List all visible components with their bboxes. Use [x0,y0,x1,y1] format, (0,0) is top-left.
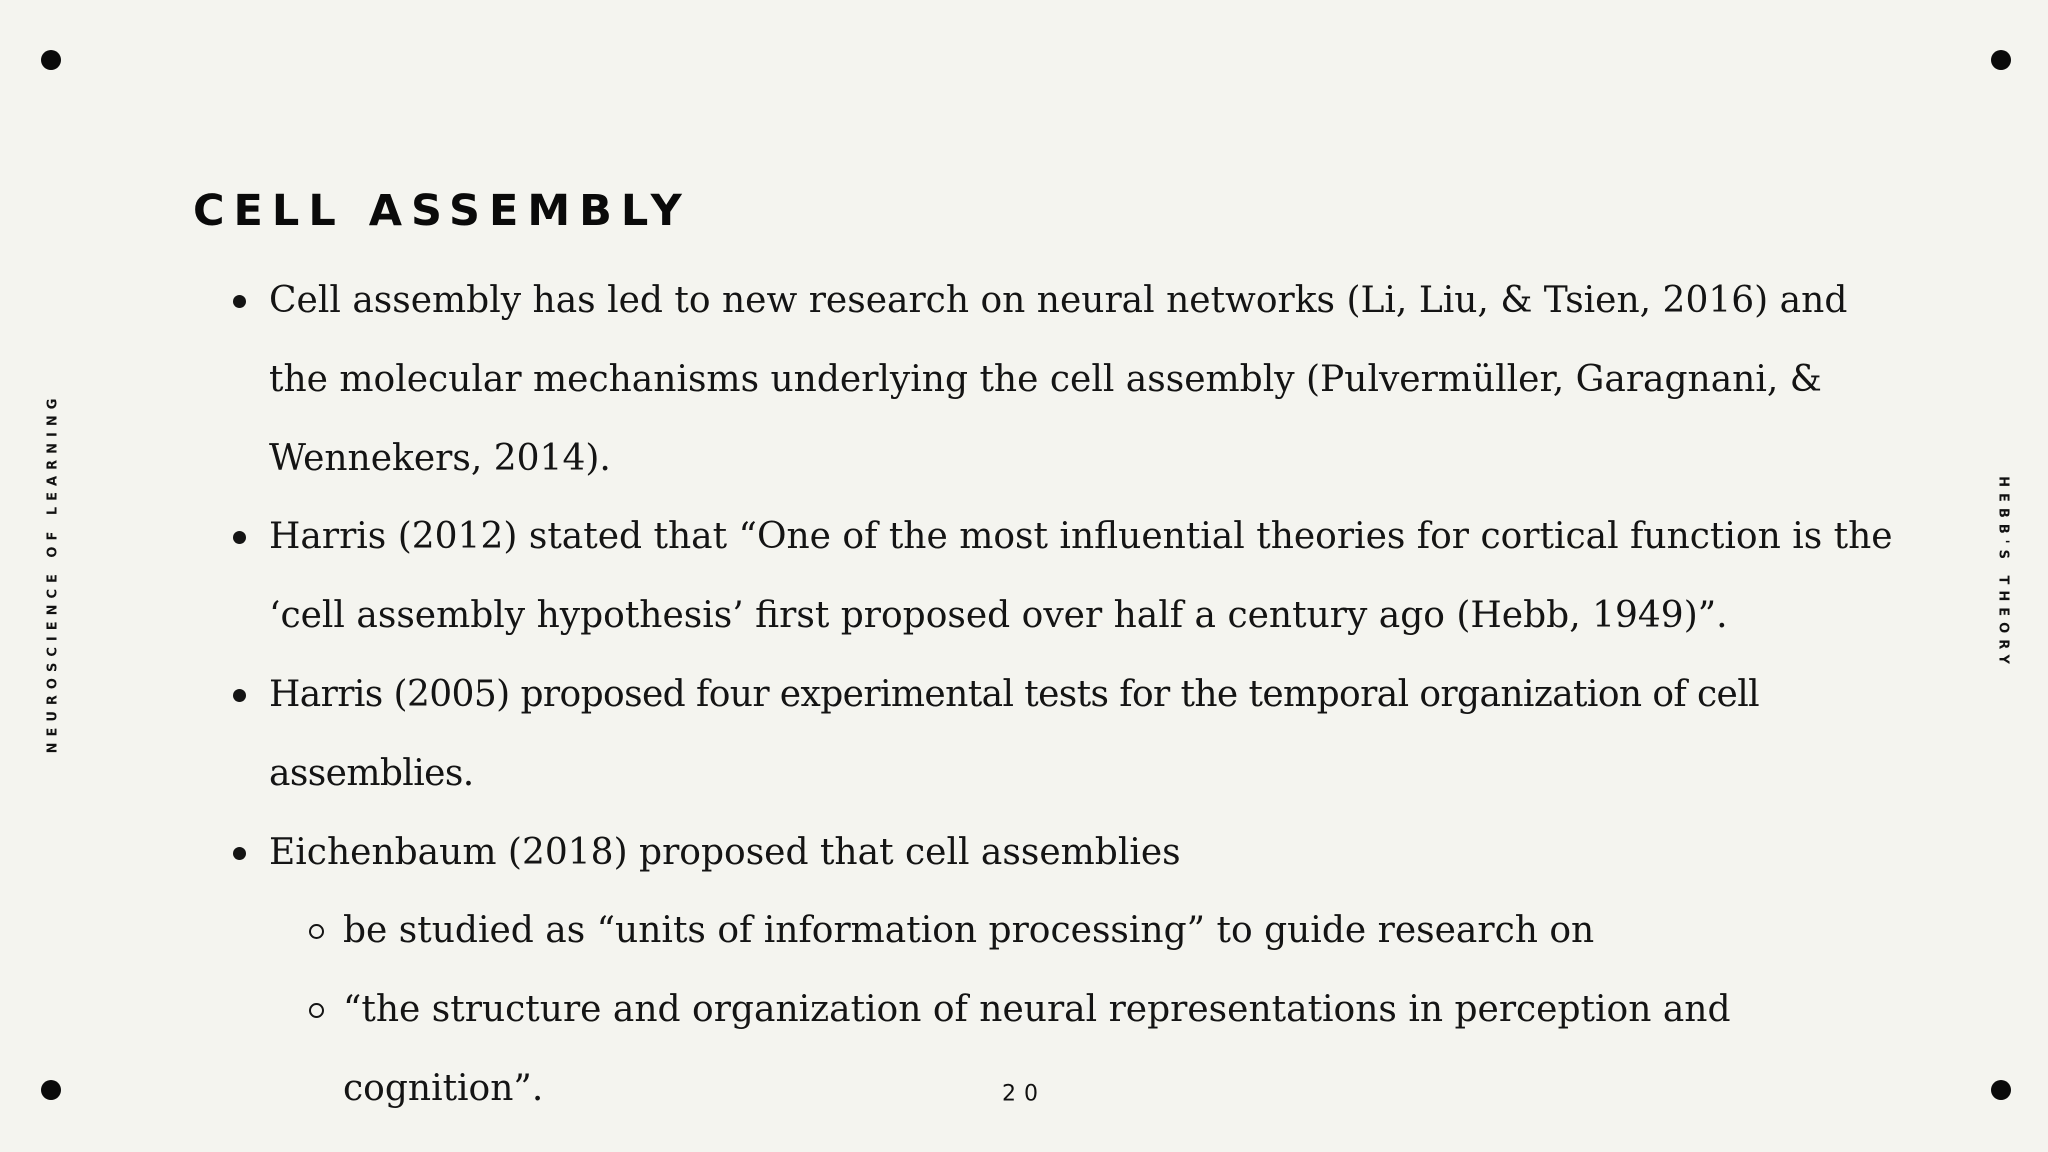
bullet-item [269,814,1909,1129]
bullet-item: Harris (2005) proposed four experimental tests for the temporal organization of cell assemblies. [269,656,1909,814]
corner-dot-bottom-right [1991,1080,2011,1100]
slide-title: CELL ASSEMBLY [193,186,691,236]
slide-content [269,262,1909,1129]
bullet-list [269,262,1909,1129]
sub-bullet-item: “the structure and organization of neural representations in perception and cognition”. [343,971,1909,1129]
bullet-item-text: Eichenbaum (2018) proposed that cell assemblies [269,831,1181,873]
corner-dot-top-right [1991,50,2011,70]
page-number: 20 [1002,1081,1046,1107]
corner-dot-top-left [41,50,61,70]
bullet-item: Cell assembly has led to new research on neural networks (Li, Liu, & Tsien, 2016) and the molecular mechanisms underlying the cell assembly (Pulvermüller, Garagnani, & Wennekers, 2014). [269,262,1909,498]
sub-bullet-list [343,892,1909,1128]
side-label-right: HEBB'S THEORY [1995,476,2011,670]
side-label-left: NEUROSCIENCE OF LEARNING [45,392,61,754]
sub-bullet-item: be studied as “units of information processing” to guide research on [343,892,1909,971]
corner-dot-bottom-left [41,1080,61,1100]
bullet-item: Harris (2012) stated that “One of the most influential theories for cortical function is the ‘cell assembly hypothesis’ first proposed over half a century ago (Hebb, 1949)”. [269,498,1909,656]
